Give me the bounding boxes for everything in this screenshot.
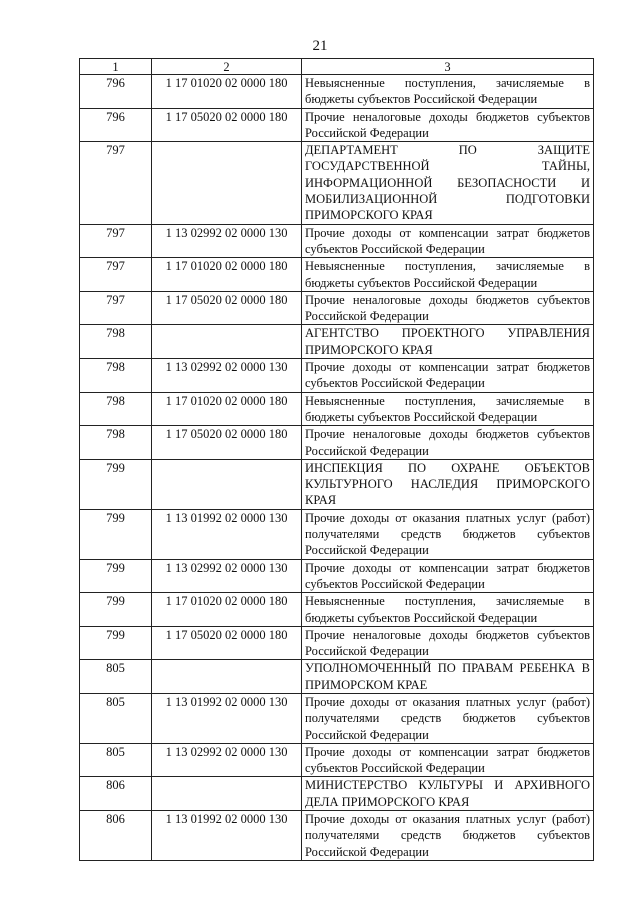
revenue-code-cell: 1 17 01020 02 0000 180 — [152, 258, 302, 292]
revenue-name-cell: Прочие доходы от компенсации затрат бюджетов субъектов Российской Федерации — [302, 224, 594, 258]
admin-code-cell: 799 — [80, 593, 152, 627]
table-row — [80, 75, 594, 109]
admin-code-cell: 799 — [80, 509, 152, 559]
revenue-code-cell — [152, 142, 302, 224]
revenue-code-cell: 1 13 01992 02 0000 130 — [152, 509, 302, 559]
revenue-code-cell: 1 17 01020 02 0000 180 — [152, 593, 302, 627]
page-number: 21 — [312, 38, 328, 54]
revenue-name-cell: УПОЛНОМОЧЕННЫЙ ПО ПРАВАМ РЕБЕНКА В ПРИМОРСКОМ КРАЕ — [302, 660, 594, 694]
revenue-name-cell: МИНИСТЕРСТВО КУЛЬТУРЫ И АРХИВНОГО ДЕЛА ПРИМОРСКОГО КРАЯ — [302, 777, 594, 811]
revenue-name-cell: Прочие доходы от компенсации затрат бюджетов субъектов Российской Федерации — [302, 359, 594, 393]
revenue-name-cell: Прочие неналоговые доходы бюджетов субъектов Российской Федерации — [302, 108, 594, 142]
admin-code-cell: 798 — [80, 325, 152, 359]
revenue-code-cell: 1 17 05020 02 0000 180 — [152, 108, 302, 142]
admin-code-cell: 796 — [80, 75, 152, 109]
revenue-name-cell: Прочие доходы от компенсации затрат бюджетов субъектов Российской Федерации — [302, 743, 594, 777]
revenue-name-cell: Прочие доходы от оказания платных услуг (работ) получателями средств бюджетов субъектов Российской Федерации — [302, 811, 594, 861]
revenue-name-cell: Прочие неналоговые доходы бюджетов субъектов Российской Федерации — [302, 291, 594, 325]
revenue-name-cell: Невыясненные поступления, зачисляемые в бюджеты субъектов Российской Федерации — [302, 75, 594, 109]
admin-code-cell: 796 — [80, 108, 152, 142]
revenue-code-cell: 1 13 02992 02 0000 130 — [152, 559, 302, 593]
admin-code-cell: 797 — [80, 142, 152, 224]
table-row — [80, 291, 594, 325]
table-row — [80, 325, 594, 359]
admin-code-cell: 806 — [80, 777, 152, 811]
column-header-3: 3 — [302, 59, 594, 75]
revenue-name-cell: ИНСПЕКЦИЯ ПО ОХРАНЕ ОБЪЕКТОВ КУЛЬТУРНОГО НАСЛЕДИЯ ПРИМОРСКОГО КРАЯ — [302, 459, 594, 509]
revenue-name-cell: Прочие доходы от оказания платных услуг (работ) получателями средств бюджетов субъектов Российской Федерации — [302, 509, 594, 559]
column-header-2: 2 — [152, 59, 302, 75]
table-row — [80, 777, 594, 811]
revenue-code-cell: 1 17 01020 02 0000 180 — [152, 75, 302, 109]
table-row — [80, 693, 594, 743]
table-row — [80, 660, 594, 694]
revenue-code-cell: 1 13 01992 02 0000 130 — [152, 811, 302, 861]
revenue-name-cell: ДЕПАРТАМЕНТ ПО ЗАЩИТЕ ГОСУДАРСТВЕННОЙ ТАЙНЫ, ИНФОРМАЦИОННОЙ БЕЗОПАСНОСТИ И МОБИЛИЗАЦИОННОЙ ПОДГОТОВКИ ПРИМОРСКОГО КРАЯ — [302, 142, 594, 224]
table-row — [80, 392, 594, 426]
revenue-name-cell: Прочие неналоговые доходы бюджетов субъектов Российской Федерации — [302, 426, 594, 460]
table-row — [80, 142, 594, 224]
revenue-code-cell: 1 17 05020 02 0000 180 — [152, 291, 302, 325]
admin-code-cell: 799 — [80, 559, 152, 593]
table-row — [80, 743, 594, 777]
revenue-codes-table — [79, 58, 594, 861]
revenue-name-cell: Прочие доходы от оказания платных услуг (работ) получателями средств бюджетов субъектов Российской Федерации — [302, 693, 594, 743]
table-row — [80, 626, 594, 660]
admin-code-cell: 805 — [80, 743, 152, 777]
revenue-code-cell — [152, 459, 302, 509]
admin-code-cell: 797 — [80, 258, 152, 292]
table-row — [80, 258, 594, 292]
admin-code-cell: 797 — [80, 224, 152, 258]
revenue-name-cell: Невыясненные поступления, зачисляемые в бюджеты субъектов Российской Федерации — [302, 593, 594, 627]
revenue-code-cell — [152, 660, 302, 694]
column-header-1: 1 — [80, 59, 152, 75]
admin-code-cell: 797 — [80, 291, 152, 325]
admin-code-cell: 799 — [80, 626, 152, 660]
revenue-name-cell: Прочие доходы от компенсации затрат бюджетов субъектов Российской Федерации — [302, 559, 594, 593]
admin-code-cell: 798 — [80, 359, 152, 393]
table-row — [80, 459, 594, 509]
table-row — [80, 108, 594, 142]
revenue-code-cell — [152, 777, 302, 811]
revenue-name-cell: Невыясненные поступления, зачисляемые в бюджеты субъектов Российской Федерации — [302, 258, 594, 292]
revenue-code-cell: 1 13 01992 02 0000 130 — [152, 693, 302, 743]
admin-code-cell: 806 — [80, 811, 152, 861]
revenue-name-cell: АГЕНТСТВО ПРОЕКТНОГО УПРАВЛЕНИЯ ПРИМОРСКОГО КРАЯ — [302, 325, 594, 359]
revenue-name-cell: Прочие неналоговые доходы бюджетов субъектов Российской Федерации — [302, 626, 594, 660]
revenue-code-cell — [152, 325, 302, 359]
revenue-code-cell: 1 17 01020 02 0000 180 — [152, 392, 302, 426]
revenue-code-cell: 1 13 02992 02 0000 130 — [152, 743, 302, 777]
admin-code-cell: 805 — [80, 693, 152, 743]
revenue-code-cell: 1 13 02992 02 0000 130 — [152, 224, 302, 258]
table-header-row — [80, 59, 594, 75]
table-row — [80, 593, 594, 627]
table-row — [80, 559, 594, 593]
revenue-code-cell: 1 17 05020 02 0000 180 — [152, 626, 302, 660]
admin-code-cell: 799 — [80, 459, 152, 509]
revenue-code-cell: 1 17 05020 02 0000 180 — [152, 426, 302, 460]
admin-code-cell: 798 — [80, 392, 152, 426]
table-row — [80, 811, 594, 861]
table-row — [80, 426, 594, 460]
admin-code-cell: 798 — [80, 426, 152, 460]
revenue-name-cell: Невыясненные поступления, зачисляемые в бюджеты субъектов Российской Федерации — [302, 392, 594, 426]
table-row — [80, 509, 594, 559]
table-row — [80, 224, 594, 258]
admin-code-cell: 805 — [80, 660, 152, 694]
revenue-code-cell: 1 13 02992 02 0000 130 — [152, 359, 302, 393]
table-row — [80, 359, 594, 393]
